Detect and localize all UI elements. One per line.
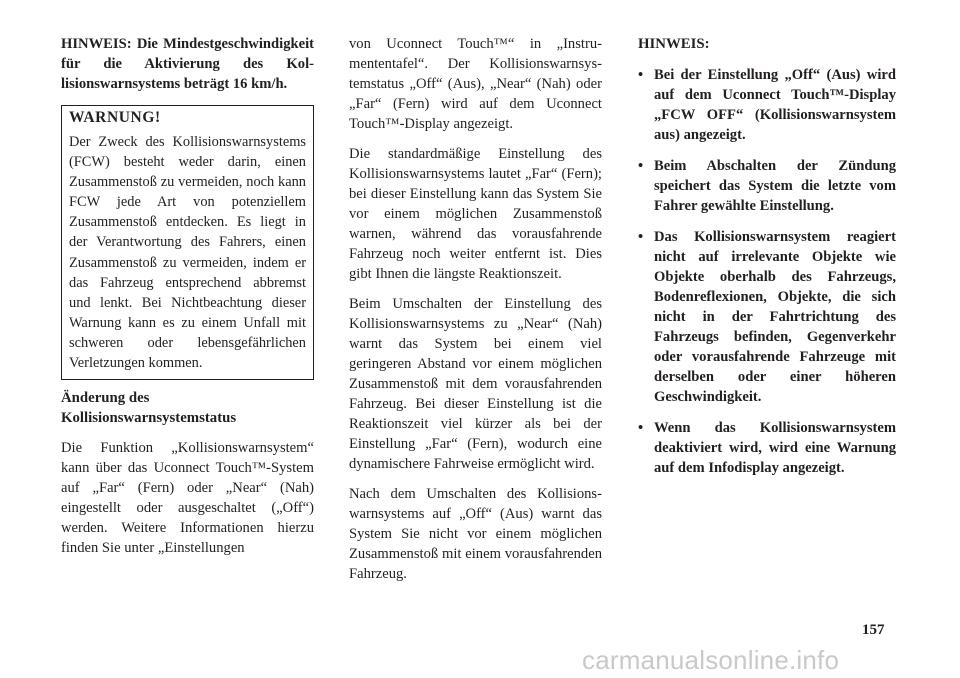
- paragraph-off-setting: Nach dem Umschalten des Kollisionswarnsystems auf „Off“ (Aus) warnt das System Sie nicht vor einem möglichen Zusammenstoß mit einem vorausfahrenden Fahrzeug.: [349, 486, 602, 582]
- warning-text: Der Zweck des Kollisionswarnsystems (FCW) besteht weder darin, einen Zusammenstoß zu vermeiden, noch kann FCW jede Art von potenziellem Zusammenstoß entdecken. Es liegt in der Verantwortung des Fahrers, einen Zusammenstoß zu vermeiden, indem er das Fahrzeug entsprechend abbremst und lenkt. Bei Nichtbeachtung dieser Warnung kann es zu einem Unfall mit schweren oder lebensgefährlichen Verletzungen kommen.: [69, 134, 306, 372]
- paragraph-near-setting: Beim Umschalten der Einstellung des Kollisionswarnsystems zu „Near“ (Nah) warnt das System bei einem viel geringeren Abstand vor einem möglichen Zusammenstoß mit dem vorausfahrenden Fahrzeug. Bei dieser Einstellung ist die Reaktionszeit viel kürzer als bei der Einstellung „Far“ (Fern), wodurch eine dynamischere Fahrweise ermöglicht wird.: [349, 296, 602, 472]
- warning-title: WARNUNG!: [69, 109, 161, 126]
- left-column: [61, 34, 314, 558]
- note-bullet-list: [638, 65, 896, 478]
- list-item: • Das Kollisionswarnsystem reagiert nicht auf irrelevante Objekte wie Objekte oberhalb des Fahrzeugs, Bodenreflexionen, Objekte, die sich nicht in der Fahrtrichtung des Fahrzeugs befinden, Gegenverkehr oder vorausfahrende Fahrzeuge mit derselben oder einer höheren Geschwindigkeit.: [638, 227, 896, 407]
- note-title: HINWEIS:: [638, 36, 710, 52]
- section-paragraph: Die Funktion „Kollisionswarnsystem“ kann über das Uconnect Touch™-System auf „Far“ (Fern) oder „Near“ (Nah) eingestellt oder ausgeschaltet („Off“) werden. Weitere Informationen hierzu finden Sie unter „Einstellungen: [61, 440, 314, 557]
- list-item: • Beim Abschalten der Zündung speichert das System die letzte vom Fahrer gewählte Einstellung.: [638, 156, 896, 216]
- section-heading: Änderung des Kollisionswarnsystemstatus: [61, 390, 237, 427]
- list-item: • Wenn das Kollisionswarnsystem deaktiviert wird, wird eine Warnung auf dem Infodisplay angezeigt.: [638, 418, 896, 478]
- minimum-speed-note: HINWEIS: Die Mindestgeschwindigkeit für die Aktivierung des Kollisionswarnsystems beträgt 16 km/h.: [61, 36, 314, 92]
- paragraph-far-setting: Die standardmäßige Einstellung des Kollisionswarnsystems lautet „Far“ (Fern); bei dieser Einstellung kann das System Sie vor einem möglichen Zusammenstoß warnen, während das vorausfahrende Fahrzeug noch weiter entfernt ist. Dies gibt Ihnen die längste Reaktionszeit.: [349, 146, 602, 282]
- watermark: carmanualsonline.info: [582, 645, 840, 675]
- paragraph-status-display: von Uconnect Touch™“ in „Instrumententafel“. Der Kollisionswarnsystemstatus „Off“ (Aus), „Near“ (Nah) oder „Far“ (Fern) wird auf dem Uconnect Touch™-Display angezeigt.: [349, 36, 602, 132]
- warning-box: [61, 105, 314, 380]
- right-column: [638, 34, 896, 478]
- page-number: 157: [862, 622, 885, 638]
- middle-column: [349, 34, 602, 584]
- list-item: • Bei der Einstellung „Off“ (Aus) wird auf dem Uconnect Touch™-Display „FCW OFF“ (Kollisionswarnsystem aus) angezeigt.: [638, 65, 896, 145]
